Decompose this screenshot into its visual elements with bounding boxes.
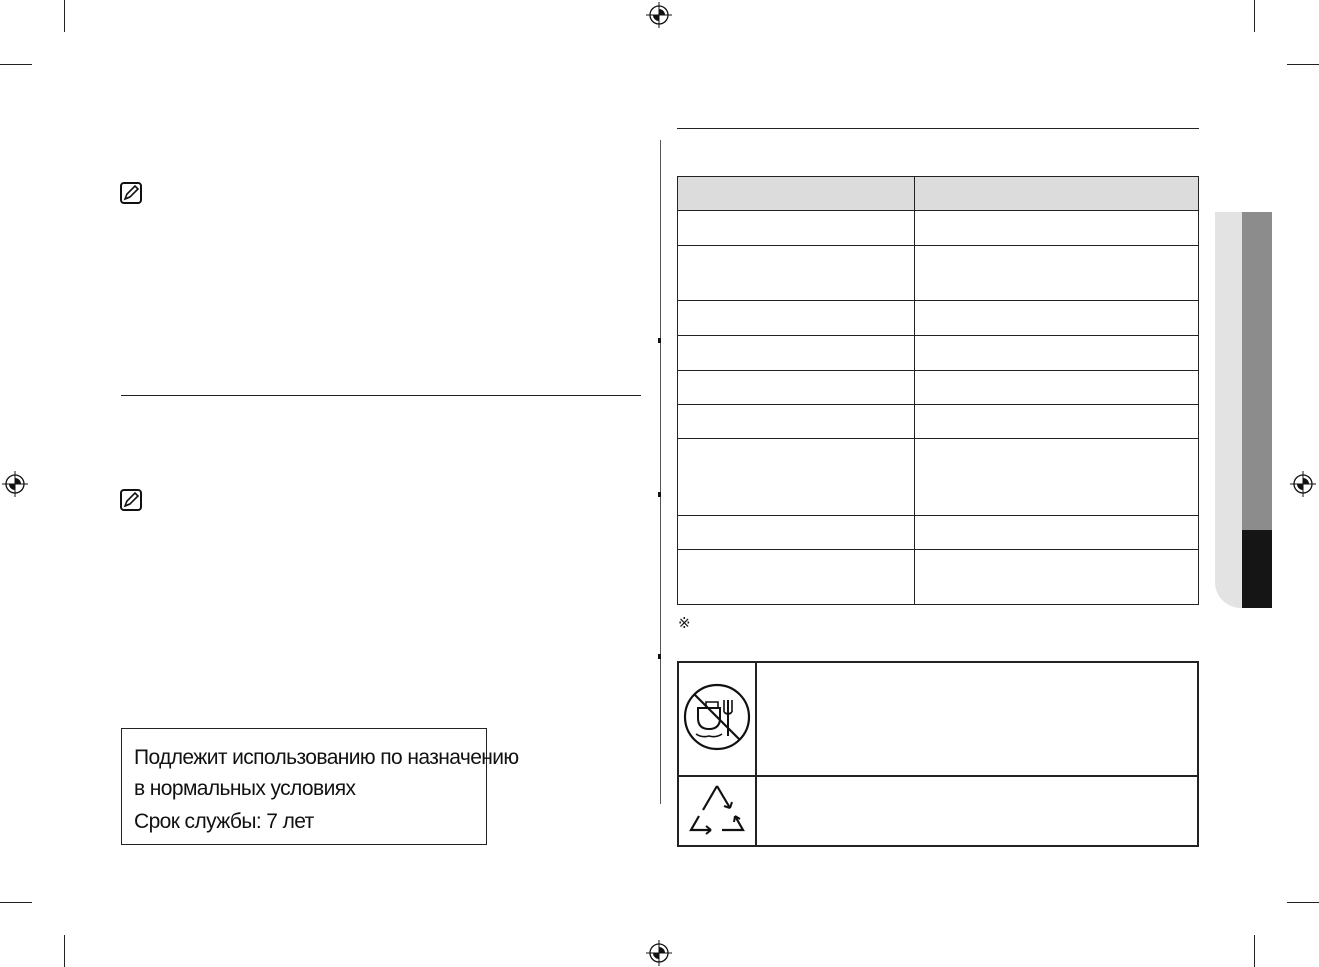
registration-mark-icon [646, 2, 672, 28]
service-box-line: в нормальных условиях [134, 777, 356, 800]
service-box-line: Подлежит использованию по назначению [134, 746, 519, 769]
registration-mark-icon [646, 940, 672, 966]
service-box-line: Срок службы: 7 лет [134, 810, 314, 833]
crop-mark [64, 935, 65, 967]
service-life-box [121, 728, 519, 845]
table-row [678, 516, 1199, 550]
table-row [678, 662, 1198, 776]
table-cell [678, 550, 915, 605]
crop-mark [1254, 0, 1255, 32]
side-tab-marker [1242, 530, 1272, 608]
table-cell [678, 301, 915, 336]
crop-mark [1287, 902, 1319, 903]
table-cell [678, 246, 915, 301]
divider-tick [658, 338, 661, 343]
table-cell [678, 336, 915, 371]
table-cell [756, 776, 1198, 846]
table-row [678, 336, 1199, 371]
note-pencil-icon [120, 182, 142, 204]
table-cell [678, 662, 756, 776]
recycle-icon [685, 780, 749, 838]
note-pencil-icon [120, 489, 142, 511]
table-row [678, 405, 1199, 439]
specifications-table [677, 176, 1199, 605]
table-cell [915, 301, 1199, 336]
registration-mark-icon [2, 471, 28, 497]
table-row [678, 371, 1199, 405]
table-cell [678, 405, 915, 439]
crop-mark [64, 0, 65, 32]
table-cell [678, 516, 915, 550]
table-row [678, 246, 1199, 301]
footnote-symbol: ※ [678, 615, 691, 632]
table-cell [915, 405, 1199, 439]
side-tab-stripe [1242, 212, 1272, 530]
table-row [678, 776, 1198, 846]
symbols-table [677, 661, 1199, 847]
section-divider [677, 128, 1199, 129]
crop-mark [0, 64, 32, 65]
side-tab [1215, 212, 1243, 608]
table-cell [915, 211, 1199, 246]
table-cell [915, 371, 1199, 405]
divider-tick [658, 492, 661, 497]
table-cell [678, 371, 915, 405]
crop-mark [0, 902, 32, 903]
table-header-cell [678, 177, 915, 211]
table-header-cell [915, 177, 1199, 211]
table-cell [678, 776, 756, 846]
table-header-row [678, 177, 1199, 211]
registration-mark-icon [1290, 471, 1316, 497]
crop-mark [1254, 935, 1255, 967]
column-divider [660, 140, 661, 804]
table-cell [915, 246, 1199, 301]
table-cell [756, 662, 1198, 776]
not-for-food-use-icon [682, 682, 752, 752]
table-cell [678, 211, 915, 246]
table-cell [915, 550, 1199, 605]
table-cell [678, 439, 915, 516]
table-row [678, 211, 1199, 246]
crop-mark [1287, 64, 1319, 65]
table-cell [915, 336, 1199, 371]
section-divider [121, 395, 641, 396]
table-row [678, 550, 1199, 605]
table-row [678, 301, 1199, 336]
table-row [678, 439, 1199, 516]
table-cell [915, 516, 1199, 550]
divider-tick [658, 654, 661, 659]
table-cell [915, 439, 1199, 516]
